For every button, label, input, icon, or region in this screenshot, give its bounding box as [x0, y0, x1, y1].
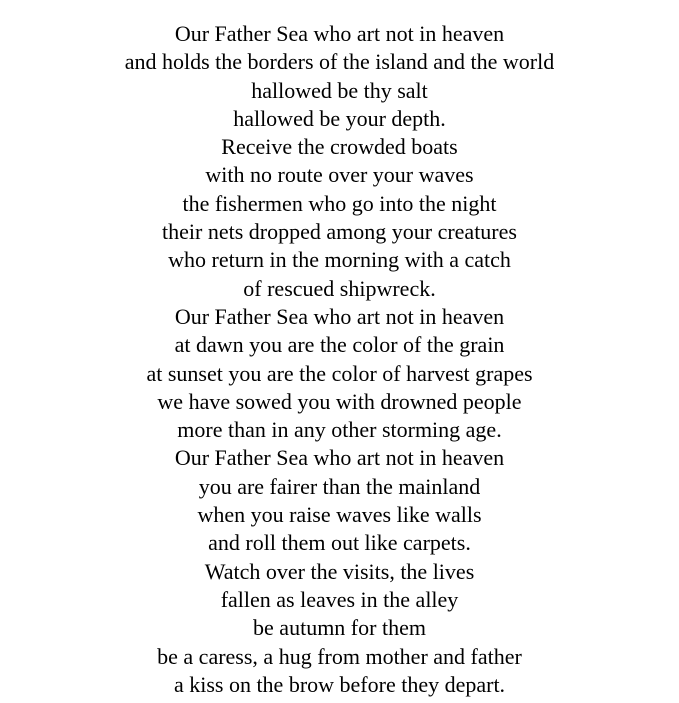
poem-line: Receive the crowded boats — [221, 134, 458, 160]
poem-line: hallowed be your depth. — [233, 105, 446, 131]
poem-line: at dawn you are the color of the grain — [174, 332, 505, 358]
poem-line: when you raise waves like walls — [197, 502, 482, 528]
poem-line: who return in the morning with a catch — [168, 247, 511, 273]
poem-line: be autumn for them — [253, 615, 426, 641]
poem-line: with no route over your waves — [205, 162, 474, 188]
poem-line: Our Father Sea who art not in heaven — [174, 445, 505, 471]
poem-line: more than in any other storming age. — [177, 417, 502, 443]
poem-line: Watch over the visits, the lives — [204, 558, 475, 584]
poem-line: hallowed be thy salt — [251, 77, 428, 103]
poem-line: fallen as leaves in the alley — [220, 586, 459, 612]
poem-line: a kiss on the brow before they depart. — [173, 671, 506, 697]
poem-line: Our Father Sea who art not in heaven — [174, 303, 505, 329]
poem-line: of rescued shipwreck. — [243, 275, 436, 301]
poem-line: and holds the borders of the island and the world — [124, 49, 555, 75]
poem-line: and roll them out like carpets. — [208, 530, 471, 556]
poem-line: at sunset you are the color of harvest grapes — [146, 360, 533, 386]
poem-line: we have sowed you with drowned people — [157, 388, 522, 414]
poem-line: you are fairer than the mainland — [198, 473, 481, 499]
poem-line: be a caress, a hug from mother and father — [157, 643, 522, 669]
poem-line: Our Father Sea who art not in heaven — [174, 21, 505, 46]
poem-line: their nets dropped among your creatures — [162, 219, 517, 245]
poem-line: the fishermen who go into the night — [182, 190, 497, 216]
